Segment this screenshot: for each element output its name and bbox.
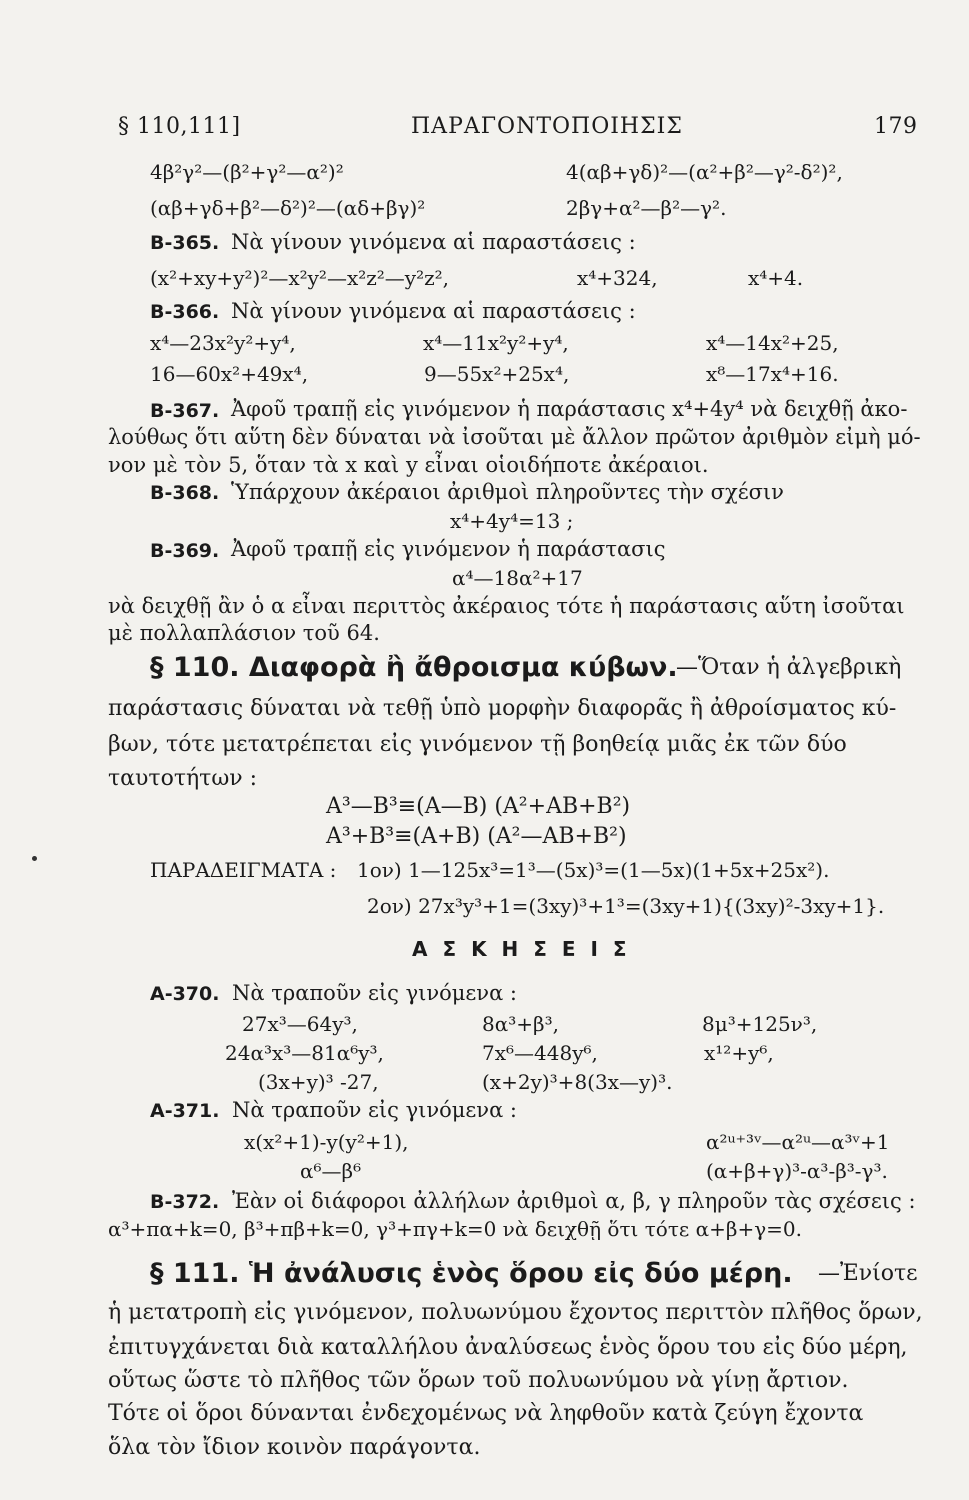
examples-label: ΠΑΡΑΔΕΙΓΜΑΤΑ :: [150, 858, 337, 882]
expression: 4β²γ²—(β²+γ²—α²)²: [150, 160, 344, 184]
paragraph-line: βων, τότε μετατρέπεται εἰς γινόμενον τῇ βοηθείᾳ μιᾶς ἐκ τῶν δύο: [108, 732, 847, 757]
exercise-label: B-372.: [150, 1191, 220, 1213]
exercise-label: A-370.: [150, 983, 220, 1005]
paragraph-line: —Ὅταν ἡ ἀλγεβρικὴ: [676, 655, 902, 680]
exercise-label: B-365.: [150, 232, 220, 254]
equation: α⁴—18α²+17: [452, 566, 583, 590]
equation: x⁴+4y⁴=13 ;: [450, 509, 574, 533]
expression: 4(αβ+γδ)²—(α²+β²—γ²-δ²)²,: [566, 160, 843, 184]
expression: x⁴+324,: [577, 266, 658, 290]
expression: x(x²+1)-y(y²+1),: [244, 1130, 409, 1154]
expression: 7x⁶—448y⁶,: [482, 1041, 598, 1065]
expression: (x²+xy+y²)²—x²y²—x²z²—y²z²,: [150, 266, 450, 290]
expression: 9—55x²+25x⁴,: [424, 362, 570, 386]
identity: A³+B³≡(A+B) (A²—AB+B²): [326, 824, 627, 849]
exercise-text: Νὰ γίνουν γινόμενα αἱ παραστάσεις :: [231, 299, 636, 323]
exercise-text: νον μὲ τὸν 5, ὅταν τὰ x καὶ y εἶναι οἱοιδήποτε ἀκέραιοι.: [108, 453, 709, 477]
exercise-text: Ἀφοῦ τραπῇ εἰς γινόμενον ἡ παράστασις: [231, 537, 666, 561]
running-title: ΠΑΡΑΓΟΝΤΟΠΟΙΗΣΙΣ: [411, 114, 683, 139]
exercise-text: Ὑπάρχουν ἀκέραιοι ἀριθμοὶ πληροῦντες τὴν σχέσιν: [231, 480, 784, 504]
section-heading: § 110. Διαφορὰ ἢ ἄθροισμα κύβων.: [150, 652, 678, 683]
paragraph-line: παράστασις δύναται νὰ τεθῇ ὑπὸ μορφὴν διαφορᾶς ἢ ἀθροίσματος κύ-: [108, 696, 897, 721]
paragraph-line: ἐπιτυγχάνεται διὰ καταλλήλου ἀναλύσεως ἑνὸς ὅρου του εἰς δύο μέρη,: [108, 1335, 908, 1360]
expression: 16—60x²+49x⁴,: [150, 362, 309, 386]
exercise-label: B-369.: [150, 540, 220, 562]
exercise-label: B-368.: [150, 482, 220, 504]
expression: x¹²+y⁶,: [704, 1041, 774, 1065]
paragraph-line: ταυτοτήτων :: [108, 766, 258, 791]
margin-dot: [32, 856, 37, 861]
exercise-text: λούθως ὅτι αὕτη δὲν δύναται νὰ ἰσοῦται μὲ ἄλλον πρῶτον ἀριθμὸν εἰμὴ μό-: [108, 425, 921, 449]
expression: (x+2y)³+8(3x—y)³.: [482, 1070, 673, 1094]
section-reference: § 110,111]: [118, 114, 241, 139]
paragraph-line: Τότε οἱ ὅροι δύνανται ἐνδεχομένως νὰ ληφθοῦν κατὰ ζεύγη ἔχοντα: [108, 1401, 864, 1426]
expression: 27x³—64y³,: [242, 1012, 358, 1036]
paragraph-line: ἡ μετατροπὴ εἰς γινόμενον, πολυωνύμου ἔχοντος περιττὸν πλῆθος ὅρων,: [108, 1300, 923, 1325]
expression: 8α³+β³,: [482, 1012, 559, 1036]
example-line: 2ον) 27x³y³+1=(3xy)³+1³=(3xy+1){(3xy)²-3xy+1}.: [367, 894, 885, 918]
expression: 2βγ+α²—β²—γ².: [566, 196, 727, 220]
exercise-text: Νὰ τραποῦν εἰς γινόμενα :: [232, 981, 517, 1005]
expression: (3x+y)³ -27,: [258, 1070, 379, 1094]
expression: (α+β+γ)³-α³-β³-γ³.: [706, 1159, 888, 1183]
expression: (αβ+γδ+β²—δ²)²—(αδ+βγ)²: [150, 196, 426, 220]
expression: x⁴+4.: [748, 266, 804, 290]
expression: 24α³x³—81α⁶y³,: [225, 1041, 384, 1065]
exercise-text: Νὰ τραποῦν εἰς γινόμενα :: [232, 1098, 517, 1122]
exercise-text: νὰ δειχθῇ ἂν ὁ α εἶναι περιττὸς ἀκέραιος τότε ἡ παράστασις αὕτη ἰσοῦται: [108, 594, 905, 618]
expression: 8μ³+125ν³,: [702, 1012, 818, 1036]
paragraph-line: οὕτως ὥστε τὸ πλῆθος τῶν ὅρων τοῦ πολυωνύμου νὰ γίνῃ ἄρτιον.: [108, 1368, 849, 1393]
exercise-text: μὲ πολλαπλάσιον τοῦ 64.: [108, 621, 380, 645]
paragraph-line: —Ἐνίοτε: [818, 1261, 918, 1286]
exercise-label: A-371.: [150, 1100, 220, 1122]
expression: α⁶—β⁶: [300, 1159, 362, 1183]
identity: A³—B³≡(A—B) (A²+AB+B²): [326, 794, 631, 819]
paragraph-line: ὅλα τὸν ἴδιον κοινὸν παράγοντα.: [108, 1435, 481, 1460]
exercise-text: Ἀφοῦ τραπῇ εἰς γινόμενον ἡ παράστασις x⁴+4y⁴ νὰ δειχθῇ ἀκο-: [231, 397, 908, 421]
expression: x⁴—14x²+25,: [706, 331, 839, 355]
exercises-heading: Α Σ Κ Η Σ Ε Ι Σ: [412, 937, 631, 961]
expression: α²ᵘ⁺³ᵛ—α²ᵘ—α³ᵛ+1: [706, 1130, 890, 1154]
example-line: 1ον) 1—125x³=1³—(5x)³=(1—5x)(1+5x+25x²).: [357, 858, 830, 882]
expression: x⁸—17x⁴+16.: [706, 362, 839, 386]
section-heading: § 111. Ἡ ἀνάλυσις ἑνὸς ὅρου εἰς δύο μέρη.: [150, 1258, 793, 1289]
exercise-text: Νὰ γίνουν γινόμενα αἱ παραστάσεις :: [231, 230, 636, 254]
exercise-label: B-366.: [150, 301, 220, 323]
exercise-text: α³+πα+k=0, β³+πβ+k=0, γ³+πγ+k=0 νὰ δειχθῇ ὅτι τότε α+β+γ=0.: [108, 1217, 803, 1241]
page-number: 179: [874, 114, 918, 139]
expression: x⁴—23x²y²+y⁴,: [150, 331, 296, 355]
exercise-label: B-367.: [150, 400, 220, 422]
expression: x⁴—11x²y²+y⁴,: [423, 331, 569, 355]
exercise-text: Ἐὰν οἱ διάφοροι ἀλλήλων ἀριθμοὶ α, β, γ πληροῦν τὰς σχέσεις :: [232, 1189, 916, 1213]
